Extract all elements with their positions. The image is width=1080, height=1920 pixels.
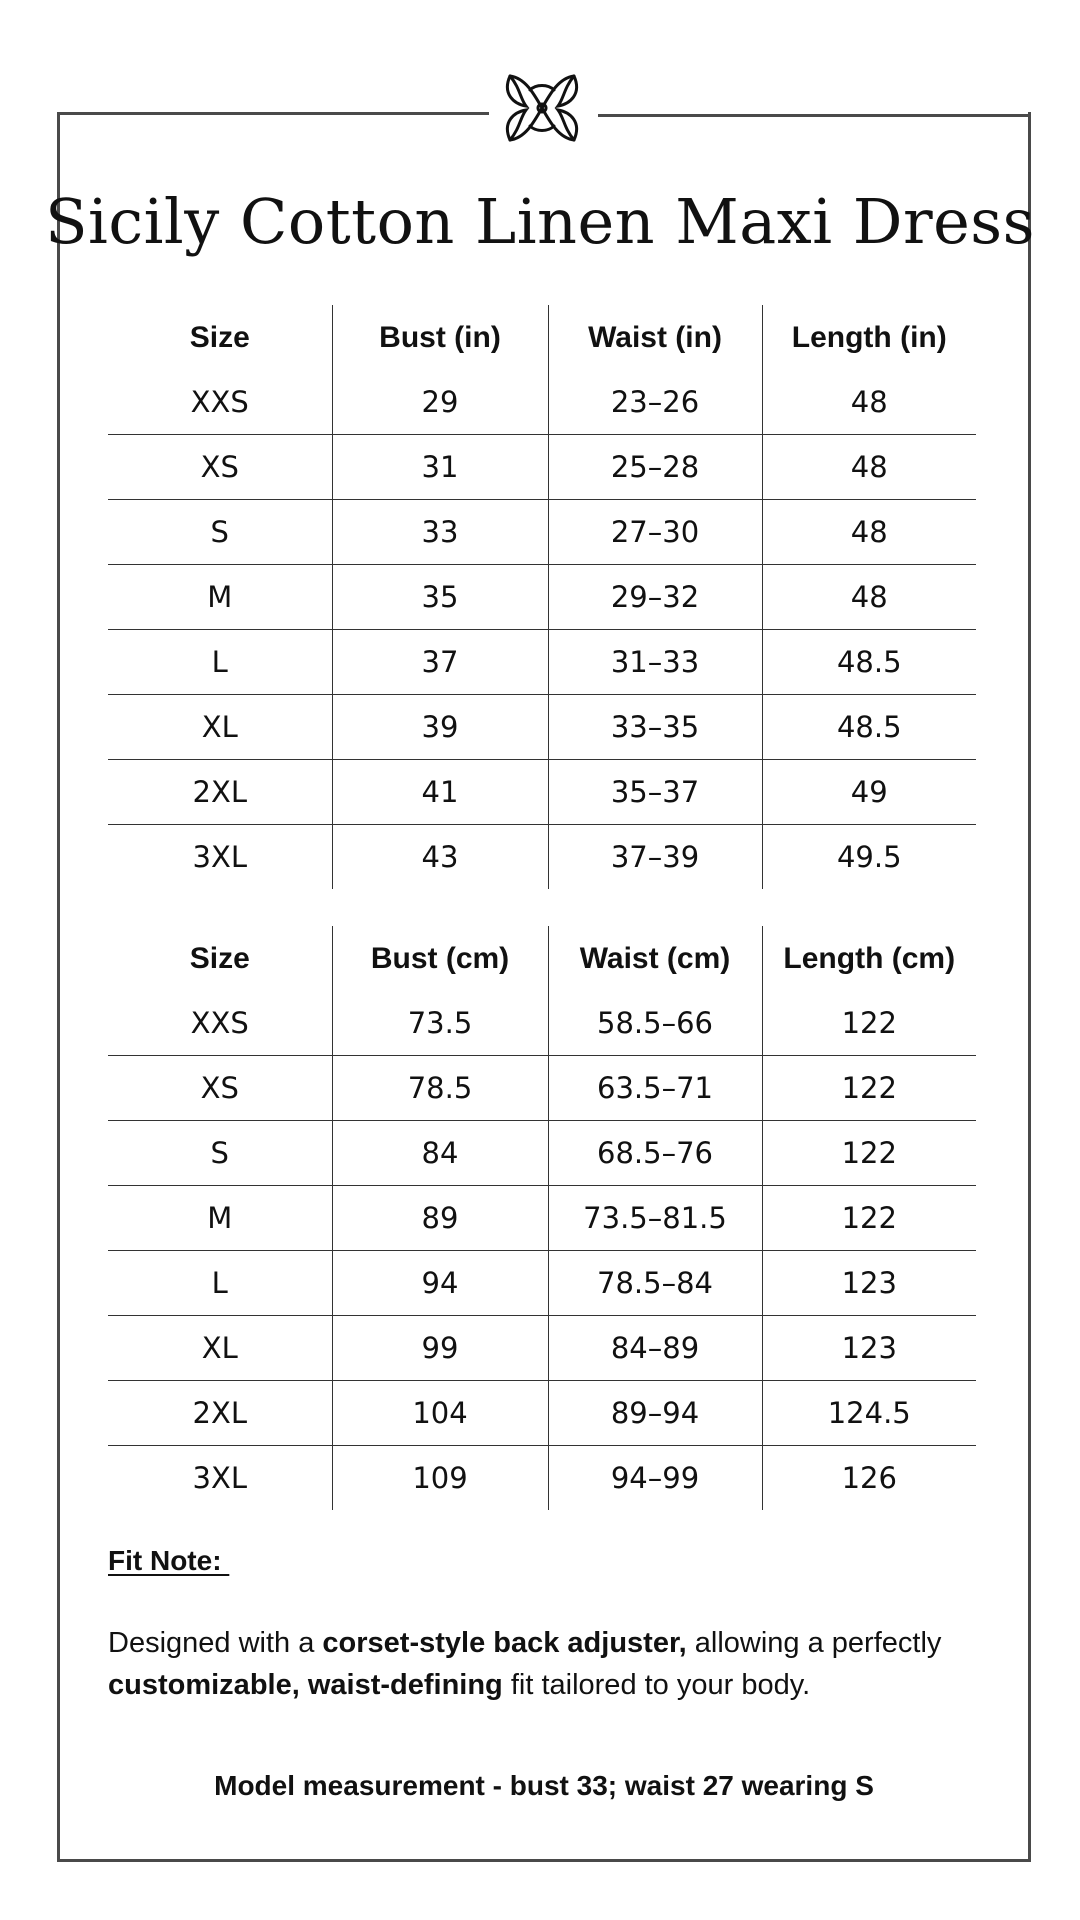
- table-row: [108, 630, 976, 695]
- cell-length: 49.5: [762, 825, 976, 890]
- cell-length: 49: [762, 760, 976, 825]
- cell-length: 122: [762, 991, 976, 1056]
- cell-length: 122: [762, 1056, 976, 1121]
- cell-bust: 29: [332, 370, 548, 435]
- fit-note-label: Fit Note:: [108, 1545, 230, 1576]
- frame-left-border: [57, 112, 60, 1862]
- cell-bust: 109: [332, 1446, 548, 1511]
- header-bust: Bust (in): [332, 305, 548, 370]
- table-row: [108, 1186, 976, 1251]
- cell-length: 123: [762, 1251, 976, 1316]
- table-row: [108, 1316, 976, 1381]
- table-header-row: [108, 926, 976, 991]
- cell-bust: 39: [332, 695, 548, 760]
- cell-bust: 33: [332, 500, 548, 565]
- cell-waist: 33–35: [548, 695, 762, 760]
- table-row: [108, 695, 976, 760]
- frame-top-right-border: [598, 114, 1031, 117]
- cell-length: 48: [762, 500, 976, 565]
- table-row: [108, 1381, 976, 1446]
- cell-length: 48: [762, 435, 976, 500]
- header-bust: Bust (cm): [332, 926, 548, 991]
- table-row: [108, 1446, 976, 1511]
- frame-top-left-border: [57, 112, 489, 115]
- cell-length: 48: [762, 370, 976, 435]
- cell-waist: 89–94: [548, 1381, 762, 1446]
- cell-length: 126: [762, 1446, 976, 1511]
- size-chart-centimeters: [108, 926, 976, 1510]
- table-row: [108, 1251, 976, 1316]
- cell-waist: 35–37: [548, 760, 762, 825]
- header-size: Size: [189, 320, 250, 354]
- cell-size: XL: [108, 1316, 332, 1381]
- cell-bust: 37: [332, 630, 548, 695]
- header-waist: Waist (cm): [548, 926, 762, 991]
- header-length: Length (cm): [762, 926, 976, 991]
- table-row: [108, 370, 976, 435]
- fit-note-text: [108, 1622, 998, 1706]
- fit-note-segment: Designed with a: [108, 1627, 323, 1659]
- cell-waist: 63.5–71: [548, 1056, 762, 1121]
- cell-size: S: [108, 1121, 332, 1186]
- cell-bust: 104: [332, 1381, 548, 1446]
- cell-bust: 41: [332, 760, 548, 825]
- cell-waist: 31–33: [548, 630, 762, 695]
- cell-waist: 68.5–76: [548, 1121, 762, 1186]
- fit-note-segment: fit tailored to your body.: [502, 1669, 811, 1701]
- cell-length: 122: [762, 1121, 976, 1186]
- cell-bust: 43: [332, 825, 548, 890]
- cell-bust: 84: [332, 1121, 548, 1186]
- cell-size: XL: [108, 695, 332, 760]
- table-row: [108, 991, 976, 1056]
- cell-size: 3XL: [108, 1446, 332, 1511]
- ornamental-knot-icon: [500, 70, 584, 146]
- cell-waist: 25–28: [548, 435, 762, 500]
- cell-waist: 73.5–81.5: [548, 1186, 762, 1251]
- frame-bottom-border: [57, 1859, 1031, 1862]
- table-row: [108, 435, 976, 500]
- header-waist: Waist (in): [548, 305, 762, 370]
- cell-size: S: [108, 500, 332, 565]
- cell-length: 124.5: [762, 1381, 976, 1446]
- cell-waist: 94–99: [548, 1446, 762, 1511]
- cell-size: 2XL: [108, 1381, 332, 1446]
- cell-waist: 27–30: [548, 500, 762, 565]
- model-measurement: Model measurement - bust 33; waist 27 wearing S: [214, 1770, 874, 1801]
- header-size: Size: [189, 941, 250, 975]
- table-row: [108, 1121, 976, 1186]
- table-row: [108, 500, 976, 565]
- cell-waist: 37–39: [548, 825, 762, 890]
- cell-bust: 99: [332, 1316, 548, 1381]
- cell-size: 2XL: [108, 760, 332, 825]
- cell-length: 48.5: [762, 630, 976, 695]
- cell-length: 48: [762, 565, 976, 630]
- cell-length: 48.5: [762, 695, 976, 760]
- cell-size: XXS: [190, 385, 249, 419]
- cell-size: XXS: [190, 1006, 249, 1040]
- table-row: [108, 825, 976, 890]
- cell-waist: 58.5–66: [548, 991, 762, 1056]
- table-row: [108, 1056, 976, 1121]
- header-length: Length (in): [762, 305, 976, 370]
- cell-bust: 73.5: [332, 991, 548, 1056]
- cell-size: XS: [108, 1056, 332, 1121]
- cell-bust: 31: [332, 435, 548, 500]
- cell-length: 123: [762, 1316, 976, 1381]
- cell-size: L: [108, 630, 332, 695]
- cell-size: M: [108, 1186, 332, 1251]
- table-row: [108, 760, 976, 825]
- cell-waist: 29–32: [548, 565, 762, 630]
- cell-bust: 78.5: [332, 1056, 548, 1121]
- cell-size: L: [108, 1251, 332, 1316]
- frame-right-border: [1028, 112, 1031, 1862]
- cell-waist: 78.5–84: [548, 1251, 762, 1316]
- cell-size: M: [108, 565, 332, 630]
- cell-bust: 94: [332, 1251, 548, 1316]
- table-row: [108, 565, 976, 630]
- size-chart-inches: [108, 305, 976, 889]
- cell-length: 122: [762, 1186, 976, 1251]
- cell-size: 3XL: [108, 825, 332, 890]
- fit-note-emphasis: corset-style back adjuster,: [322, 1627, 687, 1659]
- cell-waist: 23–26: [548, 370, 762, 435]
- fit-note-segment: allowing a perfectly: [686, 1627, 942, 1659]
- fit-note-emphasis: customizable, waist-defining: [108, 1669, 503, 1701]
- cell-size: XS: [108, 435, 332, 500]
- table-header-row: [108, 305, 976, 370]
- cell-bust: 89: [332, 1186, 548, 1251]
- cell-bust: 35: [332, 565, 548, 630]
- cell-waist: 84–89: [548, 1316, 762, 1381]
- page-title: Sicily Cotton Linen Maxi Dress: [45, 185, 1035, 258]
